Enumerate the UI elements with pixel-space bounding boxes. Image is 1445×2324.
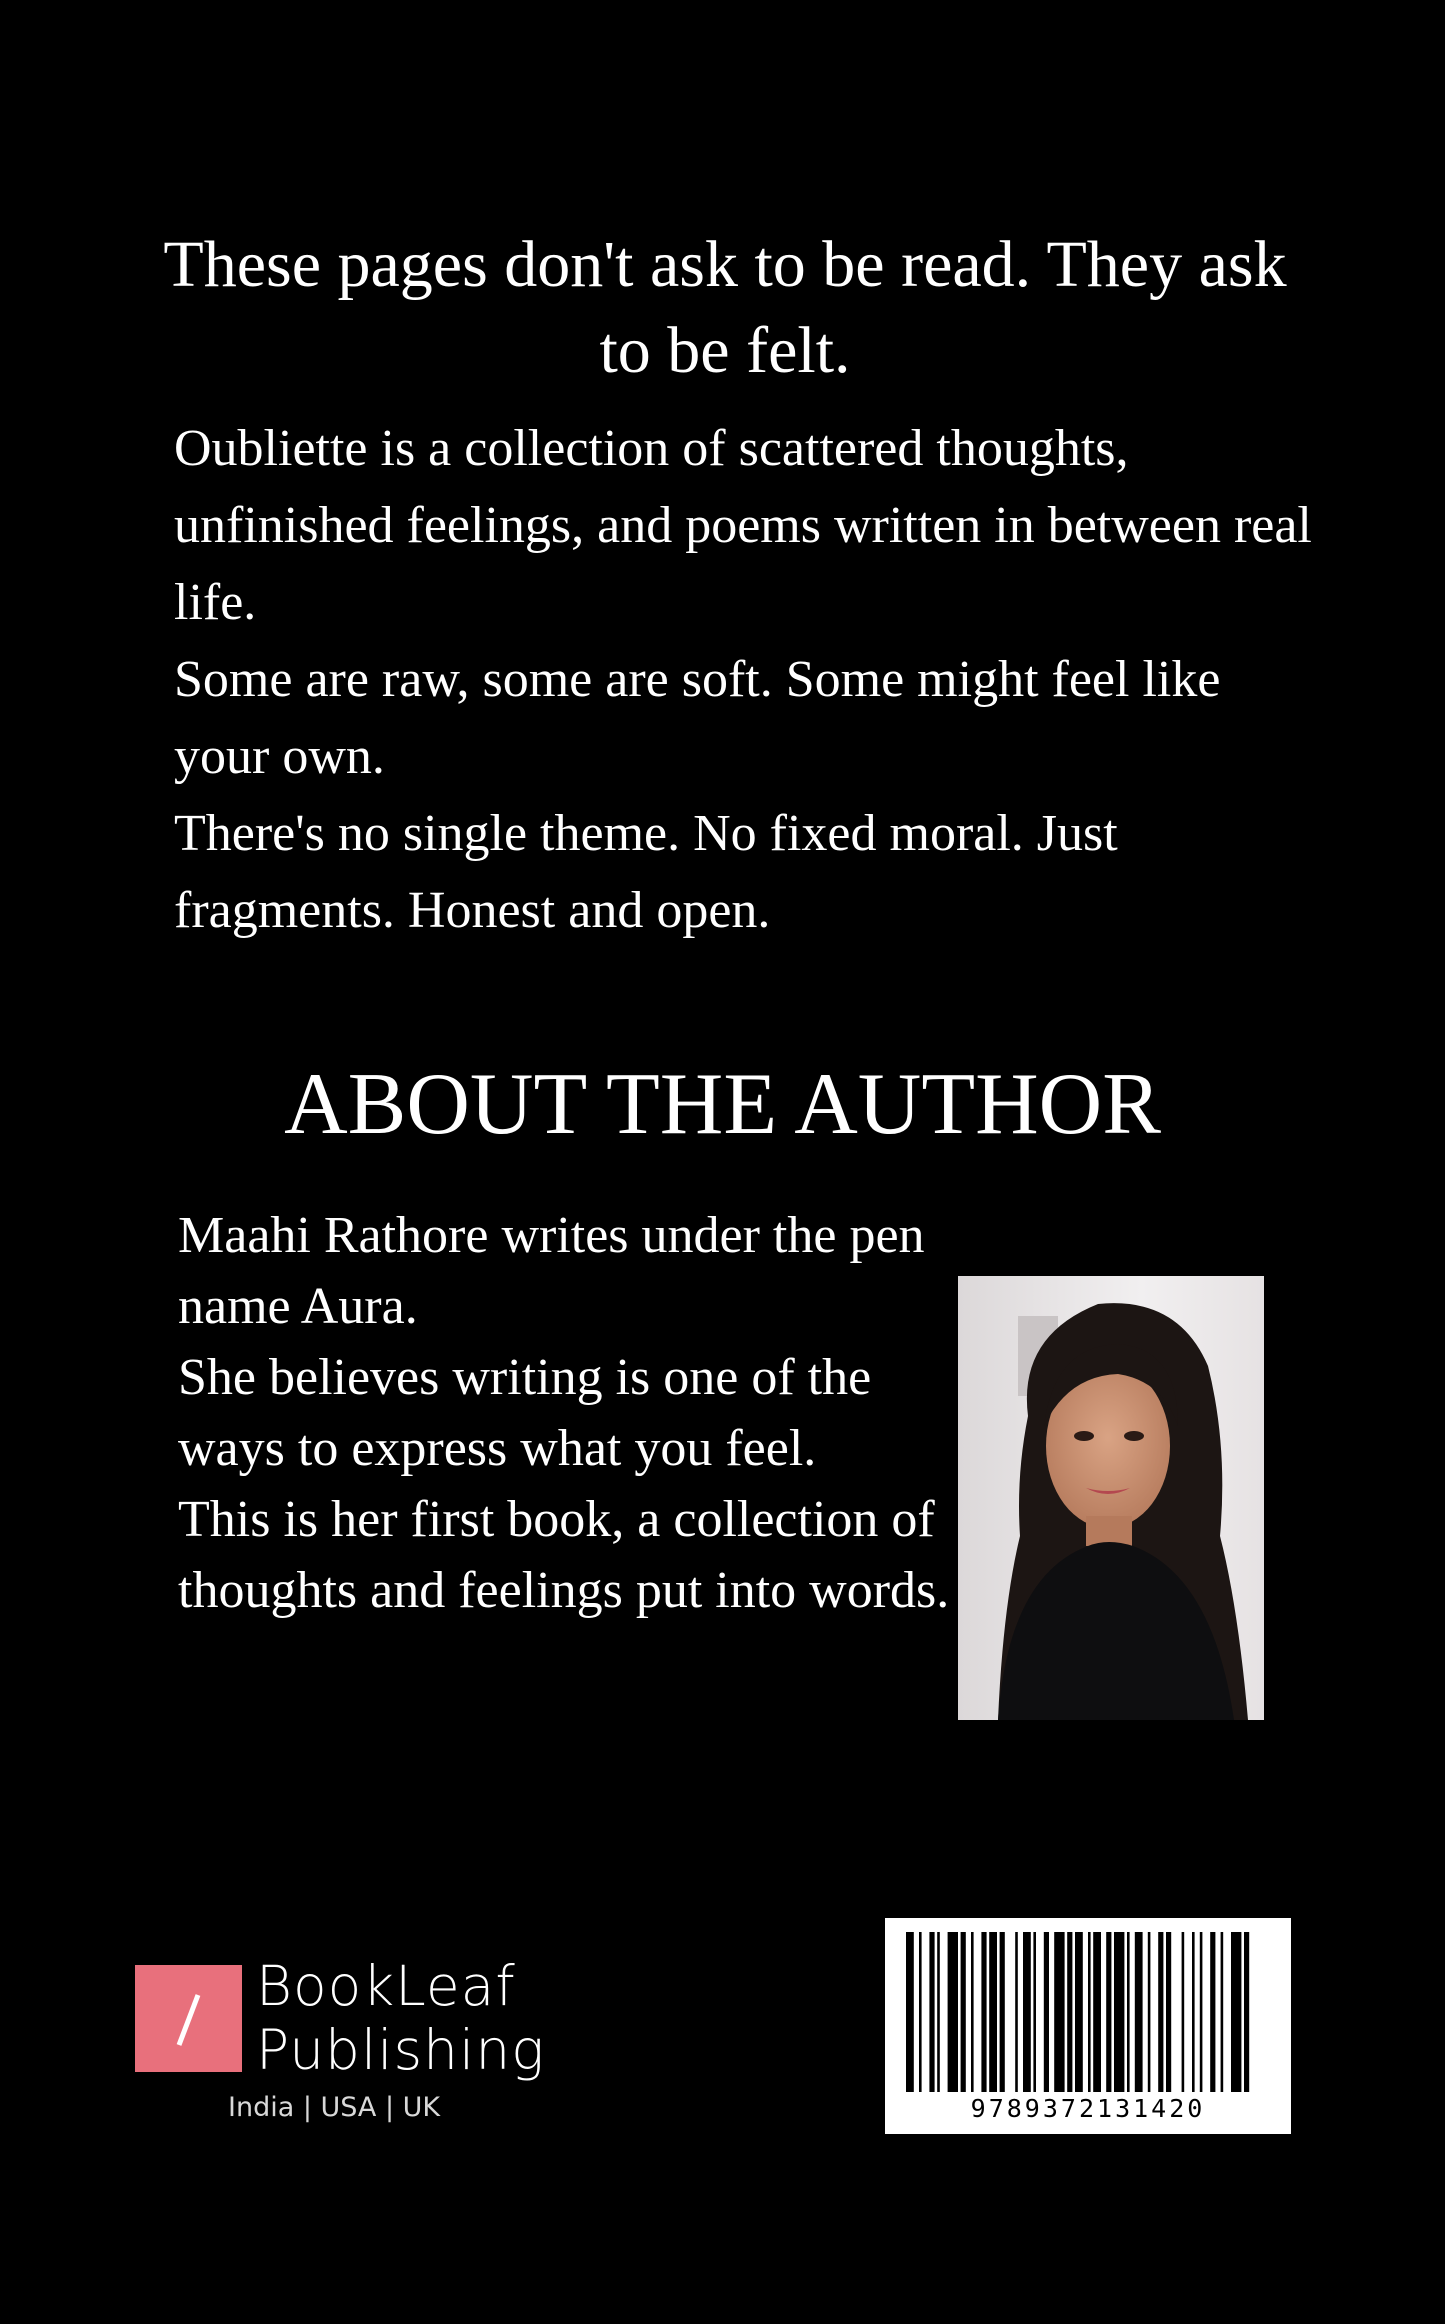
- author-photo: [958, 1276, 1264, 1720]
- blurb-paragraph: There's no single theme. No fixed moral. Just fragments. Honest and open.: [174, 805, 1118, 939]
- bio-paragraph: Maahi Rathore writes under the pen name Aura.: [178, 1207, 925, 1335]
- about-author-heading: ABOUT THE AUTHOR: [284, 1056, 1161, 1153]
- publisher-regions: India | USA | UK: [228, 2092, 441, 2123]
- publisher-logo-mark: [135, 1965, 242, 2072]
- author-bio: [178, 1200, 958, 1626]
- cover-tagline: These pages don't ask to be read. They ask to be felt.: [163, 228, 1287, 387]
- blurb-paragraph: Some are raw, some are soft. Some might feel like your own.: [174, 651, 1221, 785]
- isbn-number: 9789372131420: [970, 2094, 1206, 2123]
- blurb-paragraph: Oubliette is a collection of scattered thoughts, unfinished feelings, and poems written in between real life.: [174, 420, 1312, 631]
- isbn-barcode: [885, 1918, 1291, 2134]
- slash-icon: [135, 1965, 242, 2072]
- publisher-name-line1: BookLeaf: [256, 1954, 516, 2018]
- barcode-icon: [906, 1932, 1270, 2092]
- author-portrait-image: [958, 1276, 1264, 1720]
- book-blurb: [174, 410, 1324, 949]
- bio-paragraph: This is her first book, a collection of thoughts and feelings put into words.: [178, 1491, 950, 1619]
- bio-paragraph: She believes writing is one of the ways to express what you feel.: [178, 1349, 872, 1477]
- publisher-name-line2: Publishing: [256, 2018, 546, 2082]
